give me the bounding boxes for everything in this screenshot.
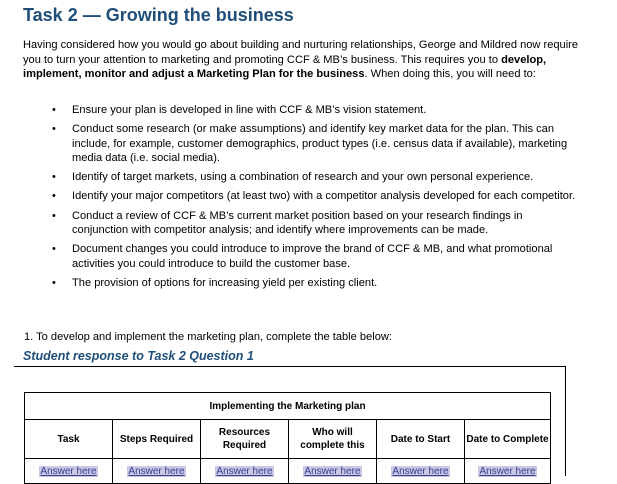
list-item	[0, 209, 577, 238]
requirements-list	[0, 103, 600, 295]
list-item	[0, 242, 577, 271]
intro-bold-requirement: develop, implement, monitor and adjust a Marketing Plan for the business	[23, 53, 547, 81]
answer-cell-start[interactable]	[377, 459, 465, 484]
list-item	[0, 189, 577, 204]
response-heading: Student response to Task 2 Question 1	[23, 349, 254, 363]
list-item-text: Identify of target markets, using a combination of research and your own personal experience.	[72, 171, 534, 184]
answer-cell-complete[interactable]	[465, 459, 551, 484]
table-caption: Implementing the Marketing plan	[25, 393, 551, 420]
column-header-task: Task	[25, 420, 113, 459]
list-item	[0, 276, 577, 291]
column-header-start: Date to Start	[377, 420, 465, 459]
answer-cell-task[interactable]	[25, 459, 113, 484]
bullet-icon: •	[52, 276, 56, 289]
column-header-resources: Resources Required	[201, 420, 289, 459]
list-item-text: Conduct a review of CCF & MB’s current market position based on your research findings in conjunction with competitor analysis; and identify where improvements can be made.	[72, 209, 523, 237]
bullet-icon: •	[52, 209, 56, 222]
list-item-text: Document changes you could introduce to improve the brand of CCF & MB, and what promotional activities you could introduce to build the customer base.	[72, 243, 553, 270]
bullet-icon: •	[52, 104, 56, 116]
column-header-who: Who will complete this	[289, 420, 377, 459]
answer-field[interactable]: Answer here	[216, 465, 273, 477]
list-item-text: Identify your major competitors (at least two) with a competitor analysis developed for each competitor.	[72, 190, 576, 203]
answer-cell-resources[interactable]	[201, 459, 289, 484]
bullet-icon: •	[52, 243, 56, 256]
list-item	[0, 122, 577, 166]
intro-text-end: . When doing this, you will need to:	[364, 68, 536, 81]
list-item	[0, 170, 577, 185]
list-item-text: Conduct some research (or make assumptions) and identify key market data for the plan. This can include, for example, customer demographics, product types (i.e. census data if available), marketing media data (i.e. social media).	[72, 123, 568, 165]
marketing-plan-table	[24, 392, 551, 484]
list-item-text: Ensure your plan is developed in line with CCF & MB’s vision statement.	[72, 104, 427, 116]
task-title: Task 2 — Growing the business	[23, 5, 294, 25]
answer-cell-steps[interactable]	[113, 459, 201, 484]
bullet-icon: •	[52, 171, 56, 184]
answer-field[interactable]: Answer here	[40, 465, 97, 477]
list-item-text: The provision of options for increasing yield per existing client.	[72, 276, 378, 289]
intro-text-start: Having considered how you would go about building and nurturing relationships, George and Mildred now require you to turn your attention to marketing and promoting CCF & MB’s business. This requires you to	[23, 39, 579, 66]
answer-field[interactable]: Answer here	[479, 465, 536, 477]
bullet-icon: •	[52, 190, 56, 203]
list-item	[0, 103, 577, 118]
response-box-top-border	[14, 366, 566, 367]
column-header-complete: Date to Complete	[465, 420, 551, 459]
answer-cell-who[interactable]	[289, 459, 377, 484]
answer-field[interactable]: Answer here	[392, 465, 449, 477]
column-header-steps: Steps Required	[113, 420, 201, 459]
answer-field[interactable]: Answer here	[304, 465, 361, 477]
bullet-icon: •	[52, 123, 56, 136]
table-row	[25, 459, 551, 484]
intro-paragraph	[23, 38, 583, 82]
response-box-right-border	[565, 366, 566, 476]
answer-field[interactable]: Answer here	[128, 465, 185, 477]
question-1: 1. To develop and implement the marketing plan, complete the table below:	[24, 331, 392, 343]
